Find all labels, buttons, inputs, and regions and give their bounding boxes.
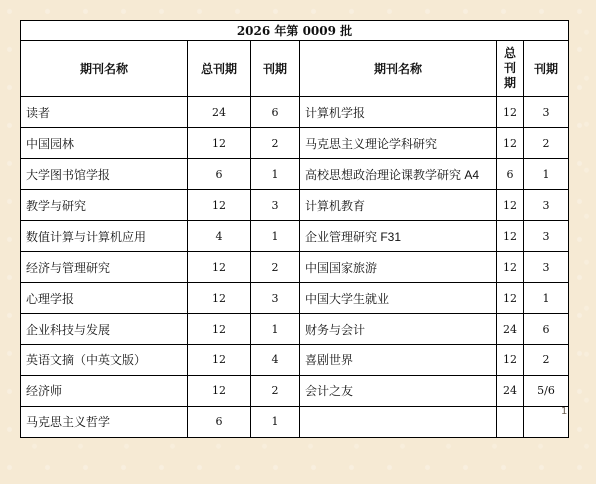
right-issue: 3 — [524, 252, 569, 283]
right-total-issues: 6 — [497, 159, 524, 190]
right-total-issues — [497, 406, 524, 437]
right-issue: 2 — [524, 345, 569, 376]
right-issue: 1 — [524, 283, 569, 314]
left-journal-name: 马克思主义哲学 — [21, 406, 188, 437]
left-issue: 4 — [251, 345, 300, 376]
right-journal-name: 喜剧世界 — [300, 345, 497, 376]
right-issue: 3 — [524, 221, 569, 252]
left-journal-name: 大学图书馆学报 — [21, 159, 188, 190]
left-total-issues: 12 — [188, 252, 251, 283]
right-journal-name: 企业管理研究 F31 — [300, 221, 497, 252]
right-total-issues: 12 — [497, 221, 524, 252]
title-row — [21, 21, 569, 41]
right-journal-name — [300, 406, 497, 437]
right-journal-name: 马克思主义理论学科研究 — [300, 128, 497, 159]
right-total-issues: 24 — [497, 314, 524, 345]
table-row — [21, 314, 569, 345]
side-note: 1 — [561, 406, 568, 417]
right-total-issues: 24 — [497, 375, 524, 406]
journal-table — [20, 20, 569, 438]
journal-batch-sheet — [20, 20, 568, 438]
left-journal-name: 企业科技与发展 — [21, 314, 188, 345]
right-total-issues: 12 — [497, 345, 524, 376]
left-total-issues: 12 — [188, 283, 251, 314]
left-issue: 1 — [251, 159, 300, 190]
left-total-issues: 12 — [188, 345, 251, 376]
left-journal-name: 经济与管理研究 — [21, 252, 188, 283]
right-journal-name: 高校思想政治理论课教学研究 A4 — [300, 159, 497, 190]
left-total-issues: 24 — [188, 97, 251, 128]
right-journal-name: 中国大学生就业 — [300, 283, 497, 314]
left-total-issues: 6 — [188, 159, 251, 190]
left-issue: 3 — [251, 283, 300, 314]
left-total-issues: 12 — [188, 314, 251, 345]
header-row — [21, 40, 569, 97]
right-issue: 1 — [524, 159, 569, 190]
header-issue-right: 刊期 — [524, 40, 569, 97]
batch-title: 2026 年第 0009 批 — [21, 21, 569, 41]
table-row — [21, 375, 569, 406]
table-row — [21, 221, 569, 252]
table-row — [21, 159, 569, 190]
right-journal-name: 计算机学报 — [300, 97, 497, 128]
table-row — [21, 190, 569, 221]
right-total-issues: 12 — [497, 97, 524, 128]
header-total-issues: 总刊期 — [188, 40, 251, 97]
left-journal-name: 经济师 — [21, 375, 188, 406]
right-journal-name: 会计之友 — [300, 375, 497, 406]
right-journal-name: 财务与会计 — [300, 314, 497, 345]
header-total-issues-char-3: 期 — [503, 75, 516, 90]
header-total-issues-char-1: 总 — [503, 45, 516, 60]
left-total-issues: 6 — [188, 406, 251, 437]
left-total-issues: 12 — [188, 128, 251, 159]
table-row — [21, 283, 569, 314]
right-journal-name: 计算机教育 — [300, 190, 497, 221]
header-total-issues-char-2: 刊 — [503, 60, 516, 75]
left-issue: 1 — [251, 221, 300, 252]
left-total-issues: 4 — [188, 221, 251, 252]
left-issue: 1 — [251, 314, 300, 345]
right-issue: 5/6 — [524, 375, 569, 406]
left-total-issues: 12 — [188, 375, 251, 406]
right-issue: 3 — [524, 190, 569, 221]
left-issue: 6 — [251, 97, 300, 128]
left-journal-name: 英语文摘（中英文版） — [21, 345, 188, 376]
right-total-issues: 12 — [497, 190, 524, 221]
left-issue: 3 — [251, 190, 300, 221]
right-total-issues: 12 — [497, 252, 524, 283]
left-journal-name: 心理学报 — [21, 283, 188, 314]
right-total-issues: 12 — [497, 283, 524, 314]
left-journal-name: 读者 — [21, 97, 188, 128]
table-row — [21, 128, 569, 159]
table-row — [21, 345, 569, 376]
right-issue: 2 — [524, 128, 569, 159]
right-issue: 3 — [524, 97, 569, 128]
left-issue: 2 — [251, 252, 300, 283]
table-row — [21, 97, 569, 128]
table-row — [21, 406, 569, 437]
right-total-issues: 12 — [497, 128, 524, 159]
header-journal-name: 期刊名称 — [21, 40, 188, 97]
header-journal-name-right: 期刊名称 — [300, 40, 497, 97]
left-issue: 2 — [251, 128, 300, 159]
left-journal-name: 中国园林 — [21, 128, 188, 159]
left-issue: 1 — [251, 406, 300, 437]
table-row — [21, 252, 569, 283]
left-journal-name: 数值计算与计算机应用 — [21, 221, 188, 252]
header-total-issues-right — [497, 40, 524, 97]
right-issue: 6 — [524, 314, 569, 345]
left-total-issues: 12 — [188, 190, 251, 221]
right-journal-name: 中国国家旅游 — [300, 252, 497, 283]
header-issue: 刊期 — [251, 40, 300, 97]
left-issue: 2 — [251, 375, 300, 406]
left-journal-name: 教学与研究 — [21, 190, 188, 221]
